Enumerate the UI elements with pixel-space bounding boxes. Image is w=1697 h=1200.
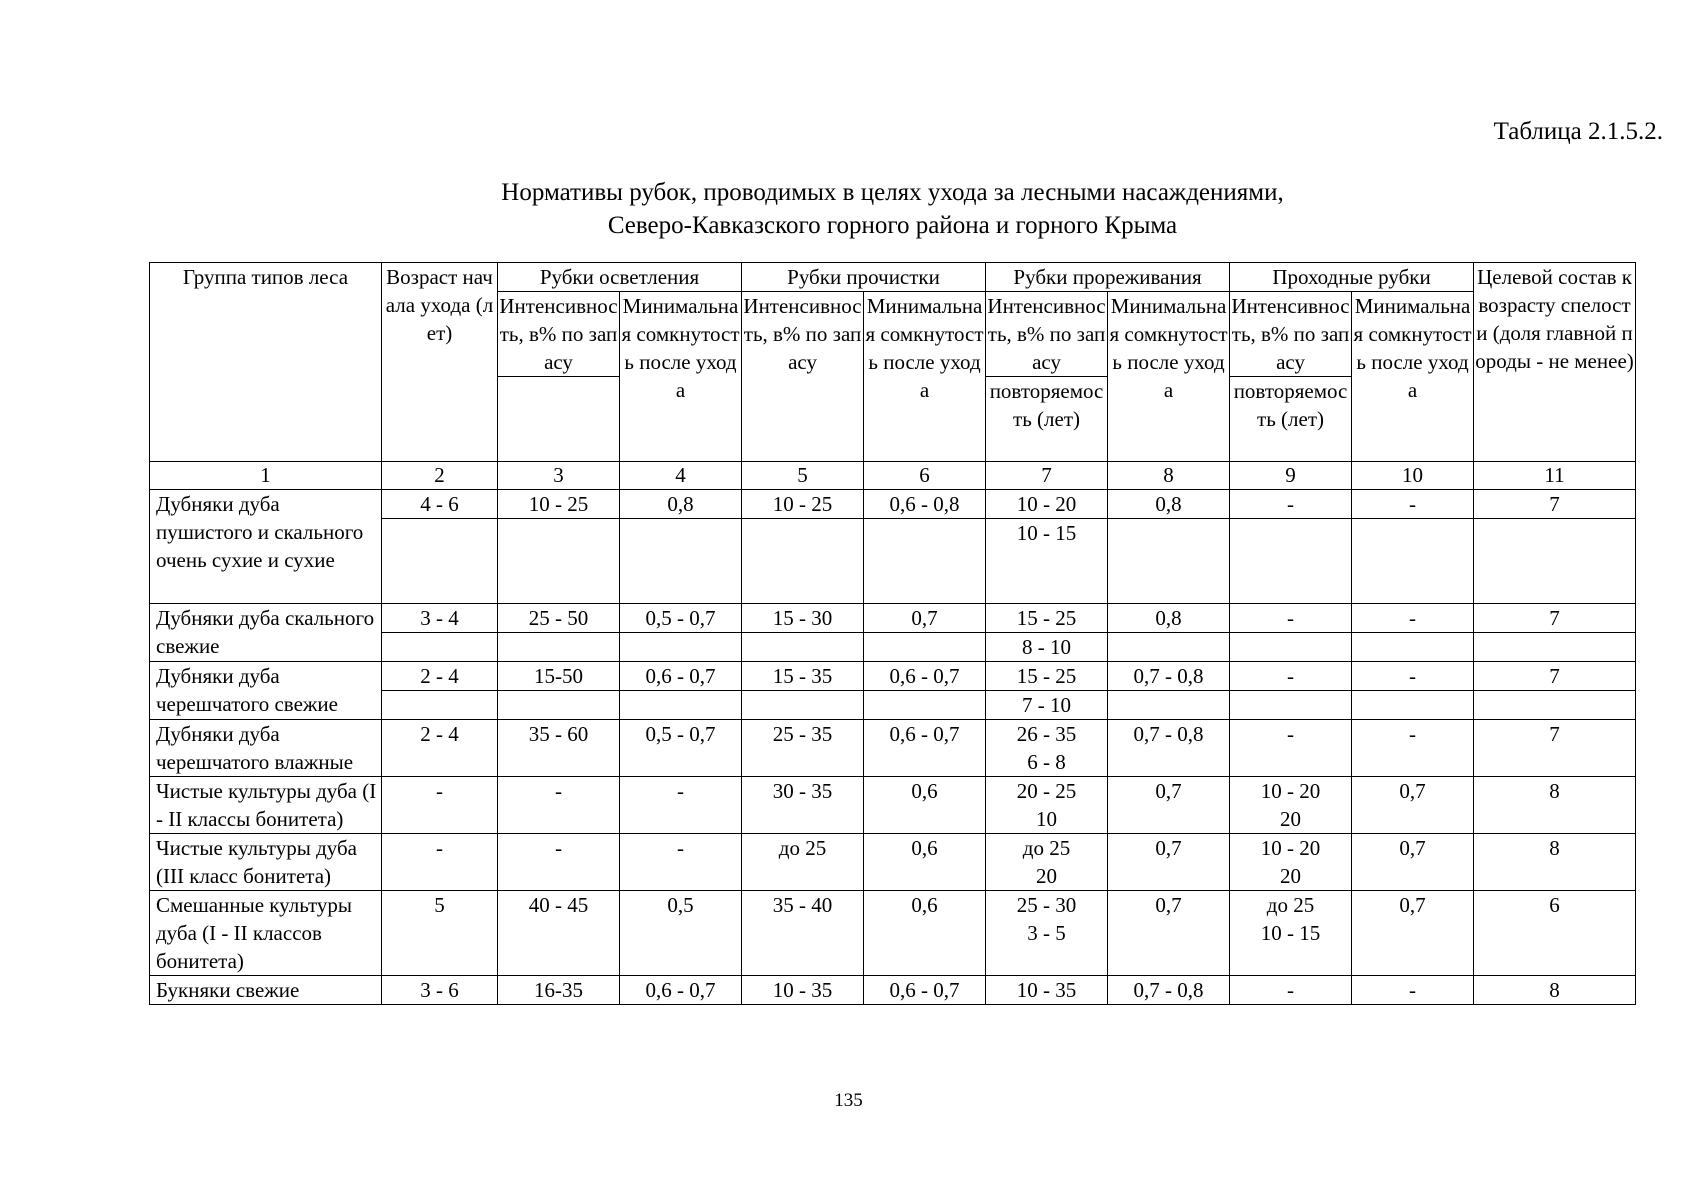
header-osv-intensity: Интенсивность, в% по запасу [498,292,620,377]
table-cell: 0,6 [864,834,986,891]
cell-line: 20 [1280,864,1302,888]
title-line-1: Нормативы рубок, проводимых в целях ухода за лесными насаждениями, [501,179,1284,206]
table-cell: 4 - 6 [382,490,498,519]
cell-line: 10 [1036,807,1058,831]
table-cell: 40 - 45 [498,891,620,976]
cell-line: 10 - 20 [1260,779,1321,803]
table-cell [382,519,498,604]
title-line-2: Северо-Кавказского горного района и горного Крыма [607,212,1178,239]
table-cell: - [1230,720,1352,777]
table-cell: 7 - 10 [986,691,1108,720]
cell-line: 26 - 35 [1016,722,1077,746]
page-number: 135 [834,1090,863,1111]
table-row [150,976,1636,1005]
table-cell: 6 [1474,891,1636,976]
cell-line: 20 [1036,864,1058,888]
table-cell: 0,6 - 0,7 [864,662,986,691]
col-number: 3 [498,462,620,490]
cell-line: до 25 [1022,836,1071,860]
table-cell: 5 [382,891,498,976]
table-cell [1230,777,1352,834]
table-cell: - [1352,662,1474,691]
table-cell [1230,519,1352,604]
header-osv: Рубки осветления [498,263,742,292]
cell-line: 10 - 20 [1260,836,1321,860]
table-cell: 0,6 [864,891,986,976]
table-cell [1352,691,1474,720]
header-proch-intensity: Интенсивность, в% по запасу [742,292,864,462]
table-cell: 0,8 [1108,604,1230,633]
header-proch: Рубки прочистки [742,263,986,292]
header-prohod-min: Минимальная сомкнутость после ухода [1352,292,1474,462]
table-cell: 0,8 [1108,490,1230,519]
table-cell: - [1230,604,1352,633]
table-cell: 15 - 25 [986,604,1108,633]
table-cell: 10 - 25 [742,490,864,519]
table-cell: 16-35 [498,976,620,1005]
table-cell: 35 - 60 [498,720,620,777]
table-cell: - [382,834,498,891]
table-cell: 35 - 40 [742,891,864,976]
table-cell: 15 - 25 [986,662,1108,691]
table-cell [1108,633,1230,662]
table-cell: - [1352,604,1474,633]
table-row [150,490,1636,519]
table-cell: - [382,777,498,834]
table-row [150,777,1636,834]
table-cell [1474,691,1636,720]
table-cell: - [1352,490,1474,519]
header-group: Группа типов леса [150,263,382,462]
forest-type-cell: Дубняки дуба черешчатого свежие [150,662,382,720]
table-cell: 8 [1474,777,1636,834]
table-cell: 10 - 15 [986,519,1108,604]
table-cell: 0,7 [1352,891,1474,976]
table-cell: 0,7 - 0,8 [1108,662,1230,691]
cell-line: 10 - 15 [1260,921,1321,945]
col-number: 8 [1108,462,1230,490]
header-proch-min: Минимальная сомкнутость после ухода [864,292,986,462]
header-prohod: Проходные рубки [1230,263,1474,292]
table-cell: 8 - 10 [986,633,1108,662]
table-cell: 0,6 - 0,7 [864,720,986,777]
header-osv-empty [498,377,620,462]
table-cell [986,834,1108,891]
column-numbers-row [150,462,1636,490]
table-cell [864,519,986,604]
table-row [150,720,1636,777]
table-cell [1108,519,1230,604]
table-cell: 0,7 - 0,8 [1108,976,1230,1005]
table-cell [1474,519,1636,604]
col-number: 2 [382,462,498,490]
table-cell: 0,6 - 0,8 [864,490,986,519]
table-cell: 0,6 - 0,7 [620,976,742,1005]
table-cell: 0,7 [1108,777,1230,834]
header-prohod-repeat: повторяемость (лет) [1230,377,1352,462]
table-cell [1230,691,1352,720]
table-cell: 25 - 35 [742,720,864,777]
table-cell [1230,834,1352,891]
forest-type-cell: Букняки свежие [150,976,382,1005]
table-cell [742,691,864,720]
cell-line: 20 - 25 [1016,779,1077,803]
table-cell [620,691,742,720]
table-cell [620,633,742,662]
table-cell: 2 - 4 [382,720,498,777]
table-cell: 0,6 - 0,7 [864,976,986,1005]
header-prorezh-intensity: Интенсивность, в% по запасу [986,292,1108,377]
table-cell [382,633,498,662]
header-prorezh: Рубки прореживания [986,263,1230,292]
cell-line: 20 [1280,807,1302,831]
table-cell [986,777,1108,834]
table-cell [1230,891,1352,976]
col-number: 11 [1474,462,1636,490]
table-cell [742,519,864,604]
table-cell: - [498,834,620,891]
forest-type-cell: Дубняки дуба скального свежие [150,604,382,662]
forest-type-cell: Дубняки дуба пушистого и скального очень сухие и сухие [150,490,382,604]
header-prohod-intensity: Интенсивность, в% по запасу [1230,292,1352,377]
table-cell: 0,6 [864,777,986,834]
table-label: Таблица 2.1.5.2. [1493,118,1663,145]
table-cell: 0,5 - 0,7 [620,604,742,633]
table-cell: 0,7 - 0,8 [1108,720,1230,777]
table-cell: - [620,777,742,834]
table-cell: 10 - 20 [986,490,1108,519]
table-cell: - [620,834,742,891]
cell-line: 3 - 5 [1027,921,1066,945]
col-number: 7 [986,462,1108,490]
cell-line: 6 - 8 [1027,750,1066,774]
table-cell [864,691,986,720]
table-cell [1108,691,1230,720]
table-cell: 0,5 [620,891,742,976]
header-prorezh-repeat: повторяемость (лет) [986,377,1108,462]
table-cell: 0,7 [1352,777,1474,834]
table-cell: до 25 [742,834,864,891]
table-cell: 10 - 35 [986,976,1108,1005]
table-row [150,604,1636,633]
table-cell: - [1352,720,1474,777]
table-cell: 30 - 35 [742,777,864,834]
table-cell [1474,633,1636,662]
table-cell: 0,7 [1108,891,1230,976]
table-cell: 7 [1474,490,1636,519]
forest-type-cell: Чистые культуры дуба (I - II классы бонитета) [150,777,382,834]
forest-type-cell: Смешанные культуры дуба (I - II классов бонитета) [150,891,382,976]
table-cell: 2 - 4 [382,662,498,691]
table-cell [986,720,1108,777]
table-cell [620,519,742,604]
table-cell [1352,519,1474,604]
forest-type-cell: Чистые культуры дуба (III класс бонитета) [150,834,382,891]
table-cell: 10 - 25 [498,490,620,519]
norms-table [149,262,1636,1005]
forest-type-cell: Дубняки дуба черешчатого влажные [150,720,382,777]
table-cell [498,633,620,662]
table-row [150,662,1636,691]
cell-line: до 25 [1266,893,1315,917]
table-cell: - [1230,662,1352,691]
table-cell: - [1230,490,1352,519]
table-cell: 7 [1474,604,1636,633]
table-cell: 8 [1474,834,1636,891]
col-number: 9 [1230,462,1352,490]
table-cell: - [1352,976,1474,1005]
col-number: 6 [864,462,986,490]
table-cell: 15-50 [498,662,620,691]
table-cell [382,691,498,720]
table-cell: 10 - 35 [742,976,864,1005]
table-cell [498,691,620,720]
table-cell: 0,7 [1352,834,1474,891]
col-number: 1 [150,462,382,490]
table-cell: 7 [1474,662,1636,691]
table-cell: 25 - 50 [498,604,620,633]
table-cell: 15 - 35 [742,662,864,691]
table-cell: 0,7 [1108,834,1230,891]
col-number: 4 [620,462,742,490]
header-osv-min: Минимальная сомкнутость после ухода [620,292,742,462]
table-cell: 0,8 [620,490,742,519]
header-target: Целевой состав к возрасту спелости (доля главной породы - не менее) [1474,263,1636,462]
table-cell [1352,633,1474,662]
table-cell: 0,6 - 0,7 [620,662,742,691]
table-row [150,891,1636,976]
table-cell: 3 - 4 [382,604,498,633]
table-cell [498,519,620,604]
table-cell: 0,5 - 0,7 [620,720,742,777]
table-cell [742,633,864,662]
header-prorezh-min: Минимальная сомкнутость после ухода [1108,292,1230,462]
header-age: Возраст начала ухода (лет) [382,263,498,462]
table-cell: 7 [1474,720,1636,777]
header-row-1 [150,263,1636,292]
table-cell: 3 - 6 [382,976,498,1005]
cell-line: 25 - 30 [1016,893,1077,917]
table-cell [986,891,1108,976]
table-cell: 0,7 [864,604,986,633]
col-number: 10 [1352,462,1474,490]
table-cell [1230,633,1352,662]
table-cell: - [1230,976,1352,1005]
col-number: 5 [742,462,864,490]
table-row [150,834,1636,891]
table-cell: 15 - 30 [742,604,864,633]
table-cell: 8 [1474,976,1636,1005]
table-cell: - [498,777,620,834]
table-cell [864,633,986,662]
